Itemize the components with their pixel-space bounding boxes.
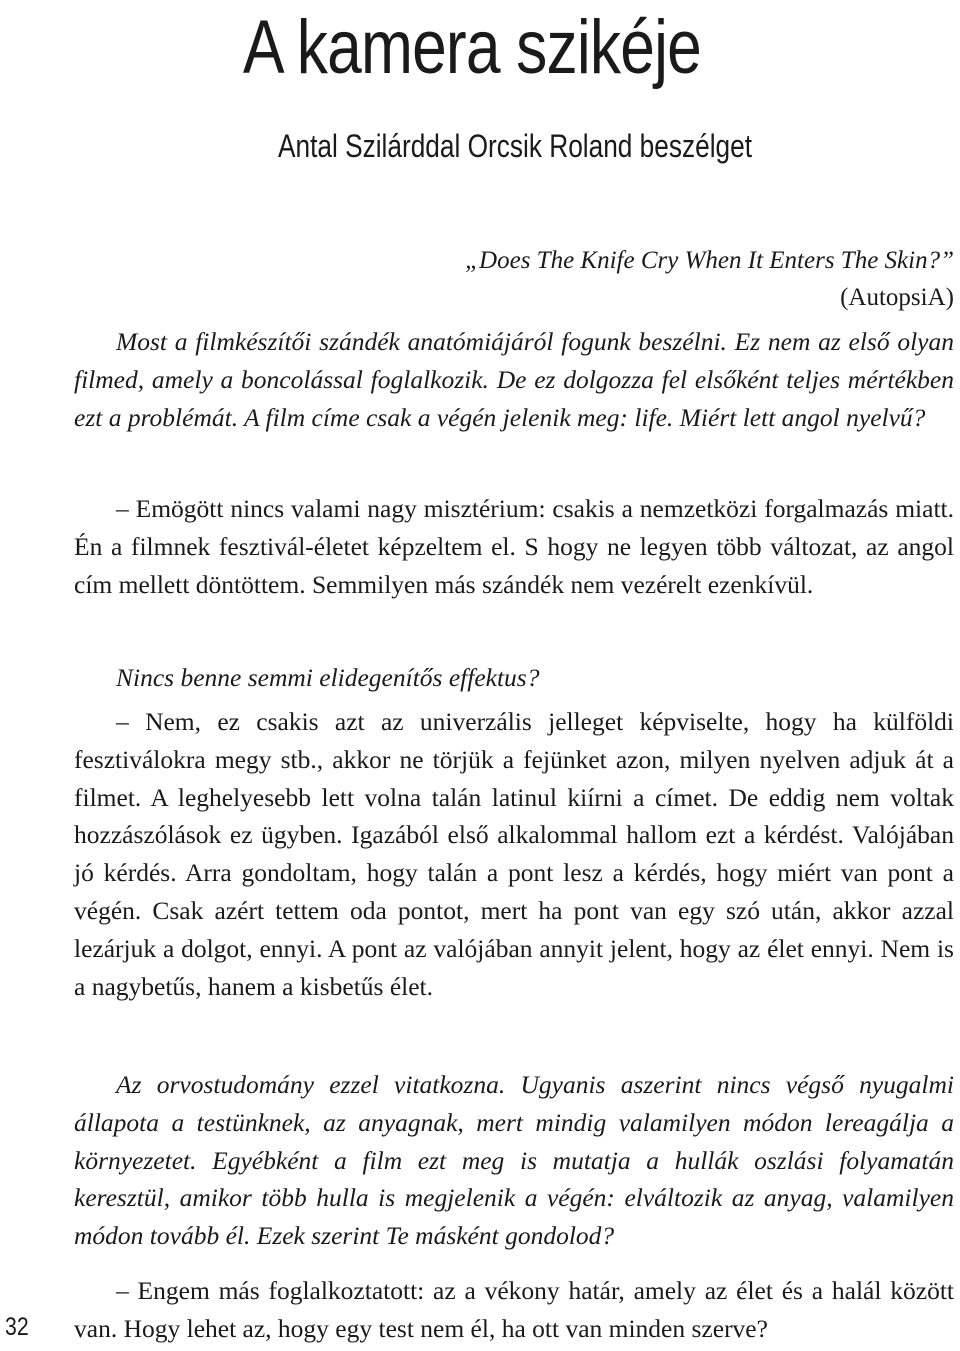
epigraph [465, 242, 954, 316]
article-subtitle: Antal Szilárddal Orcsik Roland beszélget [278, 128, 753, 164]
interview-question: Az orvostudomány ezzel vitatkozna. Ugyanis aszerint nincs végső nyugalmi állapota a testünknek, az anyagnak, mert mindig valamilyen módon lereagálja a környezetet. Egyébként a film ezt meg is mutatja a hullák oszlási folyamatán keresztül, amikor több hulla is megjelenik a végén: elváltozik az anyag, valamilyen módon tovább él. Ezek szerint Te másként gondolod? [74, 1070, 954, 1251]
interview-answer: – Emögött nincs valami nagy misztérium: csakis a nemzetközi forgalmazás miatt. Én a filmnek fesztivál-életet képzeltem el. S hogy ne legyen több változat, az angol cím mellett döntöttem. Semmilyen más szándék nem vezérelt ezenkívül. [74, 494, 954, 599]
interview-answer: – Engem más foglalkoztatott: az a vékony határ, amely az élet és a halál között van. Hogy lehet az, hogy egy test nem él, ha ott van minden szerve? [74, 1276, 954, 1343]
page-number: 32 [5, 1313, 29, 1341]
interview-question: Nincs benne semmi elidegenítős effektus? [116, 663, 540, 692]
epigraph-quote: „Does The Knife Cry When It Enters The Skin?” [465, 247, 954, 274]
interview-question: Most a filmkészítői szándék anatómiájáról fogunk beszélni. Ez nem az első olyan filmed, amely a boncolással foglalkozik. De ez dolgozza fel elsőként teljes mértékben ezt a problémát. A film címe csak a végén jelenik meg: life. Miért lett angol nyelvű? [74, 327, 954, 432]
epigraph-source: (AutopsiA) [840, 284, 954, 311]
interview-answer: – Nem, ez csakis azt az univerzális jelleget képviselte, hogy ha külföldi fesztiválokra megy stb., akkor ne törjük a fejünket azon, milyen nyelven adjuk át a filmet. A leghelyesebb lett volna talán latinul kiírni a címet. De eddig nem voltak hozzászólások ez ügyben. Igazából első alkalommal hallom ezt a kérdést. Valójában jó kérdés. Arra gondoltam, hogy talán a pont lesz a kérdés, hogy miért van pont a végén. Csak azért tettem oda pontot, mert ha pont van egy szó után, akkor azzal lezárjuk a dolgot, ennyi. A pont az valójában annyit jelent, hogy az élet ennyi. Nem is a nagybetűs, hanem a kisbetűs élet. [74, 707, 954, 1001]
article-title: A kamera szikéje [243, 5, 701, 90]
